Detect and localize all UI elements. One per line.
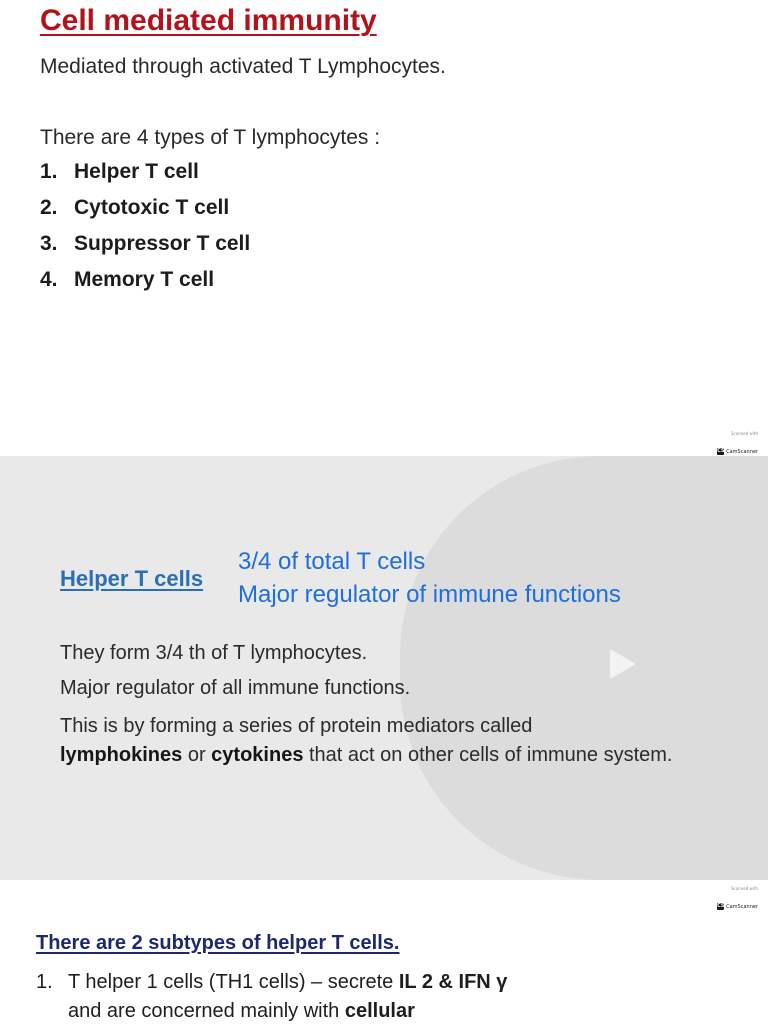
slide-subtitle: Mediated through activated T Lymphocytes. bbox=[40, 55, 446, 78]
list-intro: There are 4 types of T lymphocytes : bbox=[40, 126, 381, 149]
slide-cell-mediated-immunity bbox=[0, 0, 768, 456]
list-item: 3. Suppressor T cell bbox=[40, 232, 251, 255]
camscanner-logo-icon: CS bbox=[717, 448, 725, 454]
body-paragraph: This is by forming a series of protein mediators called lymphokines or cytokines that act on other cells of immune system. bbox=[60, 715, 673, 766]
list-item: 1. Helper T cell bbox=[40, 160, 199, 183]
play-icon[interactable] bbox=[610, 649, 636, 679]
body-line-1: They form 3/4 th of T lymphocytes. bbox=[60, 642, 368, 664]
t-lymphocyte-types-list bbox=[40, 160, 250, 304]
list-item: 1. T helper 1 cells (TH1 cells) – secrete IL 2 & IFN γ and are concerned mainly with cellular bbox=[36, 971, 508, 1022]
body-line-2: Major regulator of all immune functions. bbox=[60, 677, 411, 699]
slide-heading: There are 2 subtypes of helper T cells. bbox=[36, 932, 400, 954]
annotation-line-2: Major regulator of immune functions bbox=[238, 581, 621, 608]
camscanner-logo-icon: CS bbox=[717, 903, 725, 909]
background-shade bbox=[400, 456, 768, 880]
term-lymphokines: lymphokines bbox=[60, 744, 183, 766]
list-item: 4. Memory T cell bbox=[40, 268, 215, 291]
camscanner-watermark: Scanned with CS CamScanner bbox=[717, 431, 758, 455]
slide-helper-t-subtypes bbox=[0, 880, 768, 1024]
annotation-line-1: 3/4 of total T cells bbox=[238, 548, 426, 575]
list-item: 2. Cytotoxic T cell bbox=[40, 196, 230, 219]
camscanner-watermark: Scanned with CS CamScanner bbox=[717, 886, 758, 910]
slide-helper-t-cells bbox=[0, 456, 768, 880]
slide-title: Cell mediated immunity bbox=[40, 4, 377, 37]
term-cytokines: cytokines bbox=[211, 744, 304, 766]
slide-heading: Helper T cells bbox=[60, 566, 204, 591]
